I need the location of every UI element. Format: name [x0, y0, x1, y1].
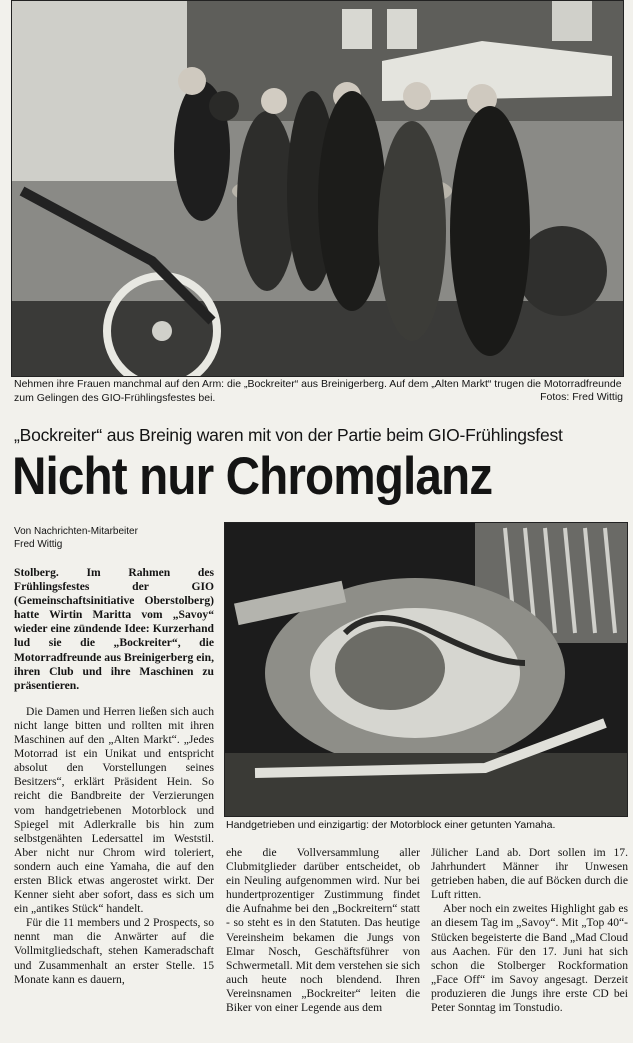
article-paragraph: Für die 11 members und 2 Prospects, so nennt man die Anwärter auf die Vollmitgliedschaft, stehen Kameradschaft und Zusammenhalt an erster Stelle. 15 Monate kann es dauern, — [14, 916, 214, 986]
engine-photo-caption: Handgetrieben und einzigartig: der Motorblock einer getunten Yamaha. — [226, 819, 556, 831]
article-paragraph: Aber noch ein zweites Highlight gab es an diesem Tag im „Savoy“. Mit „Top 40“-Stücken begeisterte die Band „Mad Cloud aus Aachen. Für den 17. Juni hat sich schon die Stolberger Rockformation „Face Off“ im Savoy angesagt. Derzeit produzieren die Jungs ihre erste CD bei Peter Sonntag im Tonstudio. — [431, 902, 628, 1015]
byline — [14, 525, 138, 551]
byline-author: Fred Wittig — [14, 539, 63, 550]
photo-credit: Fotos: Fred Wittig — [540, 391, 623, 403]
top-photo-caption: Nehmen ihre Frauen manchmal auf den Arm: die „Bockreiter“ aus Breinigerberg. Auf dem „Alten Markt“ trugen die Motorradfreunde zum Gelingen des GIO-Frühlingsfestes bei. — [14, 378, 622, 404]
headline: Nicht nur Chromglanz — [12, 447, 493, 506]
article-column-2 — [226, 846, 420, 1043]
bikers-group-photo — [11, 0, 624, 377]
byline-role: Von Nachrichten-Mitarbeiter — [14, 526, 138, 537]
article-column-3 — [431, 846, 628, 1043]
article-column-1 — [14, 566, 214, 1043]
article-paragraph: ehe die Vollversammlung aller Clubmitglieder darüber entscheidet, ob ein Neuling aufgenommen wird. Nur bei hundertprozentiger Zustimmung findet die Aufnahme bei den „Bockreitern“ statt - so steht es in den Statuten. Das heutige Vereinsheim bekamen die Jungs von Elmar Nosch, Geschäftsführer von Schwermetall. Mit dem verstehen sie sich auch heute noch blendend. Ihren Vereinsnamen „Bockreiter“ leiten die Biker von einer Legende aus dem — [226, 846, 420, 1015]
engine-photo — [224, 522, 628, 817]
kicker: „Bockreiter“ aus Breinig waren mit von der Partie beim GIO-Frühlingsfest — [14, 425, 563, 445]
article-paragraph: Jülicher Land ab. Dort sollen im 17. Jahrhundert Männer ihr Unwesen getrieben haben, die auf Böcken durch die Luft ritten. — [431, 846, 628, 902]
article-paragraph: Die Damen und Herren ließen sich auch nicht lange bitten und rollten mit ihren Maschinen auf den „Alten Markt“. „Jedes Motorrad ist ein Unikat und entspricht absolut den Vorstellungen seines Besitzers“, erklärt Präsident Hein. So reicht die Bandbreite der Verzierungen vom handgetriebenen Motorblock und Spiegel mit Adlerkralle bis hin zum selbstgenähten Ledersattel im Weststil. Aber nicht nur Chrom wird toleriert, sondern auch eine Yamaha, die auf den ersten Blick etwas angerostet wirkt. Der Kenner sieht aber sofort, dass es sich um ein „antikes Stück“ handelt. — [14, 704, 214, 916]
article-lead: Stolberg. Im Rahmen des Frühlingsfestes der GIO (Gemeinschaftsinitiative Oberstolberg) hatte Wirtin Maritta vom „Savoy“ wieder eine zündende Idee: Kurzerhand lud sie die „Bockreiter“, die Motorradfreunde aus Breinigerberg ein, ihren Club und ihre Maschinen zu präsentieren. — [14, 566, 214, 692]
